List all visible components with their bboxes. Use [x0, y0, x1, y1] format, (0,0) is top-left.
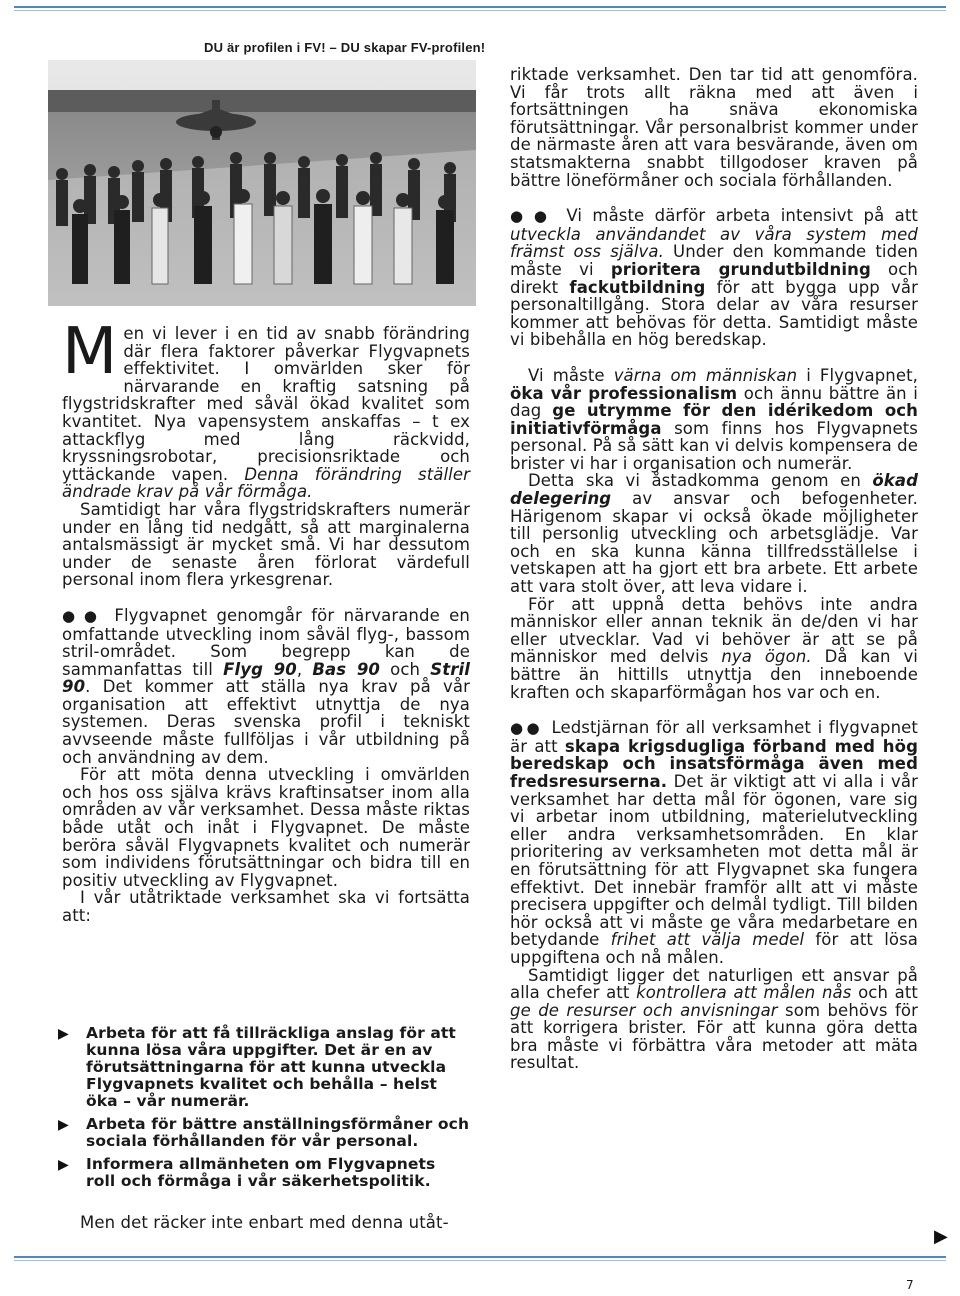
bullet-icon: ● ● [510, 207, 550, 226]
bas90-term: Bas 90 [312, 659, 380, 679]
right-paragraph-3: Vi måste värna om människan i Flygvapnet, öka vår professionalism och ännu bättre än i dag ge utrymme för den idérikedom och initiativförmåga som finns hos Flygvapnets personal. På så sätt kan vi delvis kompensera de brister vi har i organisation och numerär. [510, 365, 918, 473]
intro-paragraph [62, 315, 470, 502]
right-paragraph-1: riktade verksamhet. Den tar tid att genomföra. Vi får trots allt räkna med att även i fortsättningen ha snäva ekonomiska förutsättningar. Vår personalbrist kommer under de närmaste åren att vara besvärande, även om statsmakterna snabbt tillgodoser kraven på bättre löneförmåner och sociala förhållanden. [510, 65, 918, 190]
arrow-icon: ▶ [58, 1025, 69, 1042]
headline: DU är profilen i FV! – DU skapar FV-profilen! [204, 40, 486, 55]
bullet-icon: ● ● [62, 606, 99, 625]
stril90-term: Stril 90 [62, 659, 470, 697]
right-paragraph-6: ● ● Ledstjärnan för all verksamhet i flygvapnet är att skapa krigsdugliga förband med hög beredskap och insatsförmåga även med fredsresurserna. Det är viktigt att vi alla i vår verksamhet har detta mål för ögonen, vare sig vi arbetar inom utbildning, materielutveckling eller andra verksamhetsområden. En klar prioritering av verksamheten mot detta mål är en förutsättning för att Flygvapnet ska fungera effektivt. Det innebär framför allt att vi måste precisera uppgifter och delmål tydligt. Till bilden hör också att vi måste ge våra medarbetare en betydande frihet att välja medel för att lösa uppgiftena och nå målen. [510, 718, 918, 967]
top-rule-thin [14, 10, 946, 11]
arrow-icon: ▶ [58, 1156, 69, 1173]
drop-cap: M [62, 315, 118, 389]
arrow-item-text: Arbeta för bättre anställningsförmåner och sociala förhållanden för vår personal. [86, 1114, 470, 1150]
page-number: 7 [906, 1278, 914, 1292]
right-paragraph-2: ● ● Vi måste därför arbeta intensivt på att utveckla användandet av våra system med främst oss själva. Under den kommande tiden måste vi prioritera grundutbildning och direkt fackutbildning för att bygga upp vår personaltillgång. Stora delar av våra resurser kommer att behövas för detta. Samtidigt måste vi bibehålla en hög beredskap. [510, 206, 919, 350]
bullet-icon: ● ● [510, 719, 539, 738]
arrow-item [58, 1156, 470, 1190]
bottom-rule-thin [14, 1260, 946, 1261]
paragraph-5: I vår utåtriktade verksamhet ska vi fortsätta att: [62, 888, 470, 925]
group-photo [48, 60, 476, 306]
bottom-rule [14, 1256, 946, 1258]
arrow-item [58, 1116, 470, 1150]
right-paragraph-7: Samtidigt ligger det naturligen ett ansvar på alla chefer att kontrollera att målen nås och att ge de resurser och anvisningar som behövs för att korrigera brister. För att kunna göra detta bra måste vi förbättra våra metoder att mäta resultat. [510, 965, 918, 1073]
arrow-item-text: Arbeta för att få tillräckliga anslag för att kunna lösa våra uppgifter. Det är en av förutsättningarna för att kunna utveckla Flygvapnets kvalitet och behålla – helst öka – vår numerär. [86, 1023, 456, 1110]
paragraph-6: Men det räcker inte enbart med denna utåt- [80, 1212, 449, 1232]
photo-illustration [48, 60, 476, 306]
left-column [58, 315, 470, 1232]
arrow-icon: ▶ [58, 1116, 69, 1133]
intro-emphasis: Denna förändring ställer ändrade krav på vår förmåga. [62, 464, 470, 502]
arrow-item [58, 1025, 470, 1110]
arrow-list [58, 1025, 470, 1190]
right-column [510, 66, 918, 1072]
right-paragraph-5: För att uppnå detta behövs inte andra människor eller annan teknik än de/den vi har eller utvecklar. Vad vi behöver är att se på människor med delvis nya ögon. Då kan vi bättre än hittills utnyttja den inneboende kraften och skaparförmågan hos var och en. [510, 594, 918, 702]
flyg90-term: Flyg 90 [223, 659, 297, 679]
paragraph-2: Samtidigt har våra flygstridskrafters numerär under en lång tid nedgått, så att marginalerna antalsmässigt är mycket små. Vi har dessutom under de senaste åren förlorat värdefull personal inom flera yrkesgrenar. [62, 499, 470, 590]
paragraph-3: ● ● Flygvapnet genomgår för närvarande en omfattande utveckling inom såväl flyg-, bassom stril-området. Som begrepp kan de sammanfattas till Flyg 90, Bas 90 och Stril 90. Det kommer att ställa nya krav på vår organisation att effektivt utnyttja de nya systemen. Deras svenska profil i tekniskt avvseende måste fullföljas i vår utbildning på och användning av dem. [62, 605, 470, 767]
paragraph-4: För att möta denna utveckling i omvärlden och hos oss själva krävs kraftinsatser inom alla områden av vår verksamhet. Dessa måste riktas både utåt och inåt i Flygvapnet. De måste beröra såväl Flygvapnets kvalitet och numerär som individens förutsättningar och bidra till en positiv utveckling av Flygvapnet. [62, 765, 470, 890]
continue-arrow-icon: ▶ [934, 1226, 948, 1247]
right-paragraph-4: Detta ska vi åstadkomma genom en ökad delegering av ansvar och befogenheter. Härigenom skapar vi också ökade möjligheter till personlig utveckling och arbetsglädje. Var och en ska kunna känna tillfredsställelse i vetskapen att ha gjort ett bra arbete. Ett arbete att vara stolt över, att leva vidare i. [510, 471, 918, 597]
arrow-item-text: Informera allmänheten om Flygvapnets roll och förmåga i vår säkerhetspolitik. [86, 1154, 436, 1190]
top-rule [14, 6, 946, 8]
intro-text: en vi lever i en tid av snabb förändring där flera faktorer påverkar Flygvapnets effektivitet. I omvärlden sker för närvarande en kraftig satsning på flygstridskrafter med såväl ökad kvalitet som kvantitet. Nya vapensystem anskaffas – t ex attackflyg med lång räckvidd, kryssningsrobotar, precisionsriktade och yttäckande vapen. [62, 324, 470, 484]
